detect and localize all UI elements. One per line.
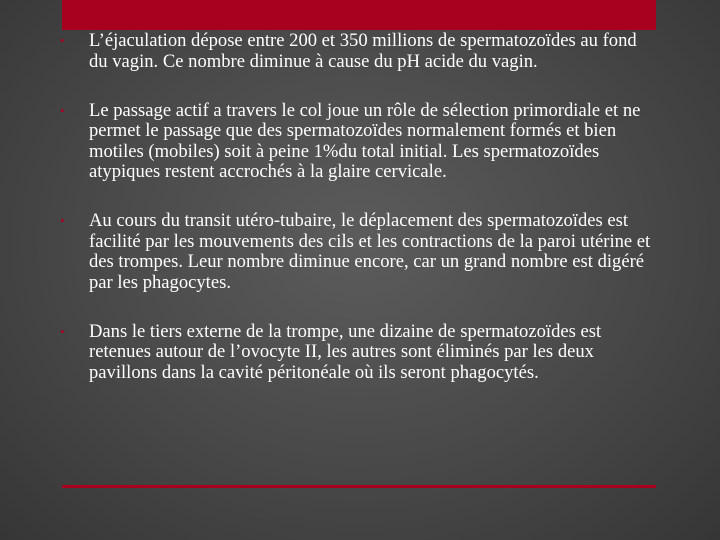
bullet-text: Au cours du transit utéro-tubaire, le déplacement des spermatozoïdes est facilité par les mouvements des cils et les contractions de la paroi utérine et des trompes. Leur nombre diminue encore, car un grand nombre est digéré par les phagocytes.	[89, 210, 651, 293]
bullet-item-utero-tubal-transit	[58, 211, 658, 293]
bullet-text: Le passage actif a travers le col joue un rôle de sélection primordiale et ne permet le passage que des spermatozoïdes normalement formés et bien motiles (mobiles) soit à peine 1%du total initial. Les spermatozoïdes atypiques restent accrochés à la glaire cervicale.	[89, 99, 641, 182]
bullet-item-tube-external-third	[58, 322, 658, 384]
bullet-text: Dans le tiers externe de la trompe, une dizaine de spermatozoïdes est retenues autour de l’ovocyte II, les autres sont éliminés par les deux pavillons dans la cavité péritonéale où ils seront phagocytés.	[89, 320, 602, 383]
bullet-dot-icon: •	[60, 323, 65, 339]
slide-body	[58, 31, 658, 383]
bullet-dot-icon: •	[60, 33, 65, 48]
bullet-dot-icon: •	[60, 102, 65, 118]
bullet-item-cervical-passage	[58, 101, 658, 183]
bullet-dot-icon: •	[60, 213, 65, 228]
bullet-item-ejaculation	[58, 31, 658, 72]
accent-rule-bottom	[62, 485, 656, 488]
bullet-text: L’éjaculation dépose entre 200 et 350 millions de spermatozoïdes au fond du vagin. Ce nombre diminue à cause du pH acide du vagin.	[89, 30, 637, 72]
accent-bar-top	[62, 0, 656, 30]
